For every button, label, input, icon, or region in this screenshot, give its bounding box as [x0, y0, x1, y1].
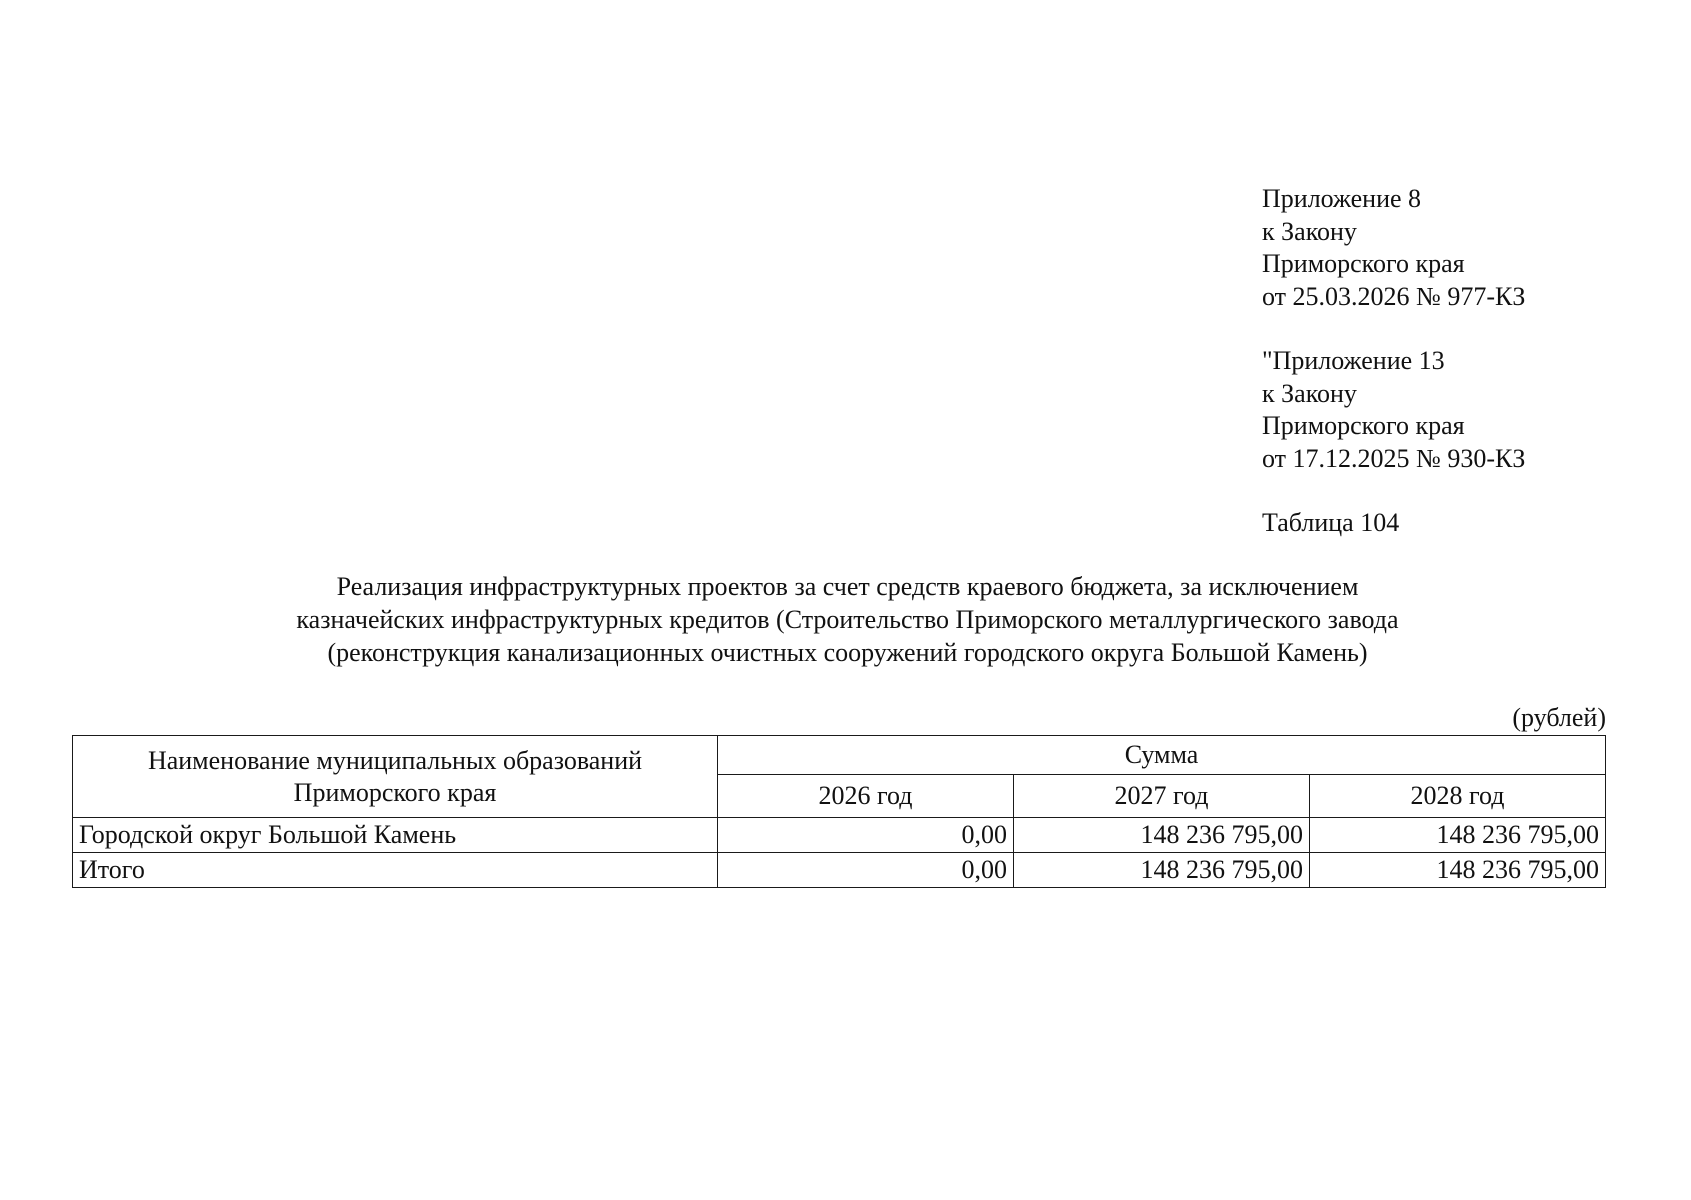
- total-2026: 0,00: [718, 853, 1014, 888]
- document-title: [150, 570, 1545, 669]
- table-row: [73, 818, 1606, 853]
- header-year-2026: 2026 год: [718, 775, 1014, 818]
- amount-2028: 148 236 795,00: [1310, 818, 1606, 853]
- title-line: казначейских инфраструктурных кредитов (Строительство Приморского металлургического завода: [296, 605, 1399, 634]
- appendix-line: от 25.03.2026 № 977-КЗ: [1262, 281, 1526, 311]
- title-line: (реконструкция канализационных очистных сооружений городского округа Большой Камень): [327, 638, 1368, 667]
- title-line: Реализация инфраструктурных проектов за счет средств краевого бюджета, за исключением: [336, 572, 1359, 601]
- municipality-name: Городской округ Большой Камень: [73, 818, 718, 853]
- table-number: Таблица 104: [1262, 508, 1400, 537]
- header-municipality-line: Приморского края: [293, 777, 497, 807]
- amended-appendix-line: "Приложение 13: [1262, 346, 1445, 375]
- total-2028: 148 236 795,00: [1310, 853, 1606, 888]
- appendix-line: Приморского края: [1262, 249, 1465, 278]
- appendix-line: к Закону: [1262, 216, 1357, 246]
- total-label: Итого: [73, 853, 718, 888]
- appendix-reference: [1262, 183, 1525, 313]
- amount-2027: 148 236 795,00: [1014, 818, 1310, 853]
- table-header-row: [73, 736, 1606, 775]
- header-municipality-line: Наименование муниципальных образований: [147, 745, 643, 775]
- appendix-line: Приложение 8: [1262, 184, 1422, 213]
- header-year-2027: 2027 год: [1014, 775, 1310, 818]
- table-total-row: [73, 853, 1606, 888]
- amended-appendix-line: от 17.12.2025 № 930-КЗ: [1262, 443, 1526, 473]
- amount-2026: 0,00: [718, 818, 1014, 853]
- header-sum: Сумма: [718, 736, 1606, 775]
- amended-appendix-line: Приморского края: [1262, 411, 1465, 440]
- header-municipality: [73, 736, 718, 818]
- amended-appendix-line: к Закону: [1262, 378, 1357, 408]
- header-year-2028: 2028 год: [1310, 775, 1606, 818]
- amended-appendix-reference: [1262, 345, 1525, 475]
- budget-table: [72, 735, 1606, 888]
- units-label: (рублей): [1512, 703, 1606, 732]
- total-2027: 148 236 795,00: [1014, 853, 1310, 888]
